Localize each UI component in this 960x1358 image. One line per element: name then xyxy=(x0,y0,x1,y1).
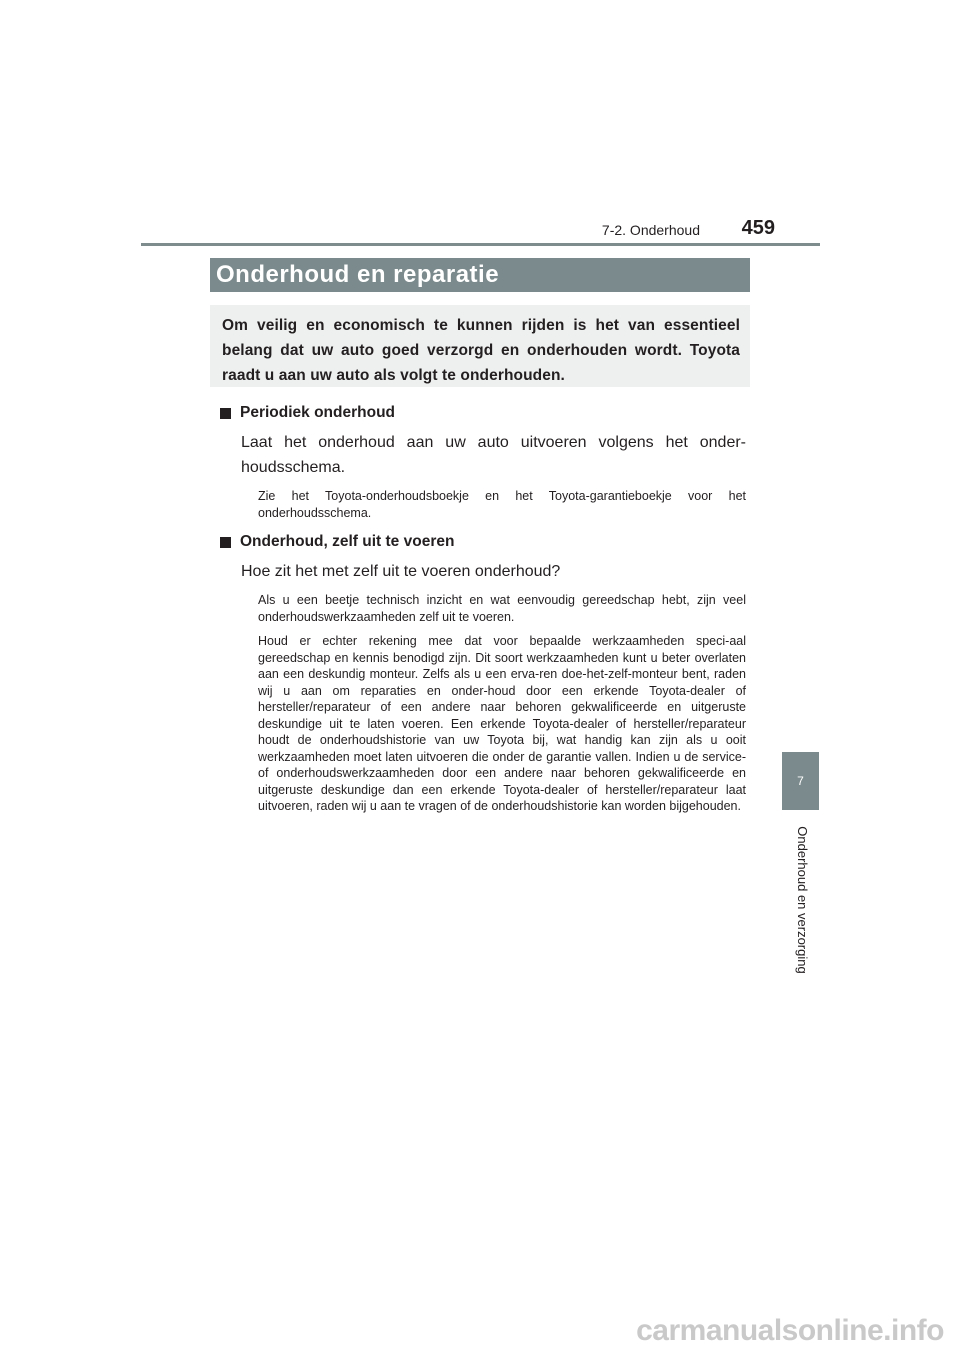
section-reference: 7-2. Onderhoud xyxy=(601,222,700,238)
chapter-tab xyxy=(782,752,819,810)
page-number: 459 xyxy=(741,217,775,239)
section-note: Als u een beetje technisch inzicht en wat eenvoudig gereedschap hebt, zijn veel onderhoudswerkzaamheden zelf uit te voeren. xyxy=(258,593,746,624)
section-heading-text: Onderhoud, zelf uit te voeren xyxy=(240,533,455,550)
page-title: Onderhoud en reparatie xyxy=(216,261,500,288)
header-divider xyxy=(141,243,820,246)
intro-text: Om veilig en economisch te kunnen rijden is het van essentieel belang dat uw auto goed verzorgd en onderhouden wordt. Toyota raadt u aan uw auto als volgt te onderhouden. xyxy=(222,317,740,384)
title-bar xyxy=(210,258,750,292)
watermark: carmanualsonline.info xyxy=(636,1314,944,1347)
square-bullet-icon xyxy=(220,408,231,419)
section-heading xyxy=(220,400,746,426)
square-bullet-icon xyxy=(220,537,231,548)
chapter-number: 7 xyxy=(797,774,804,788)
section-diy-maintenance xyxy=(220,529,746,815)
section-lead: Hoe zit het met zelf uit te voeren onderhoud? xyxy=(241,563,561,580)
section-note: Houd er echter rekening mee dat voor bepaalde werkzaamheden speci-aal gereedschap en kennis benodigd zijn. Dit soort werkzaamheden kunt u beter overlaten aan een deskundig monteur. Zelfs als u een erva-ren doe-het-zelf-monteur bent, raden wij u aan om reparaties en onder-houd door een erkende Toyota-dealer of hersteller/reparateur of een andere naar behoren gekwalificeerde en uitgeruste deskundige uit te laten voeren. Een erkende Toyota-dealer of hersteller/reparateur houdt de onderhoudshistorie van uw Toyota bij, wat handig kan zijn als u ooit werkzaamheden moet laten uitvoeren die onder de garantie vallen. Indien u de service- of onderhoudswerkzaamheden door een andere naar behoren gekwalificeerde en uitgeruste deskundige dan een erkende Toyota-dealer of hersteller/reparateur laat uitvoeren, raden wij u aan te vragen of de onderhoudshistorie kan worden bijgehouden. xyxy=(258,634,746,813)
section-periodic-maintenance xyxy=(220,400,746,521)
intro-box xyxy=(210,305,750,387)
section-lead: Laat het onderhoud aan uw auto uitvoeren volgens het onder-houdsschema. xyxy=(241,434,746,476)
content xyxy=(220,400,746,815)
section-note: Zie het Toyota-onderhoudsboekje en het Toyota-garantieboekje voor het onderhoudsschema. xyxy=(258,489,746,520)
section-heading xyxy=(220,529,746,555)
section-heading-text: Periodiek onderhoud xyxy=(240,404,396,421)
chapter-label: Onderhoud en verzorging xyxy=(795,826,810,974)
